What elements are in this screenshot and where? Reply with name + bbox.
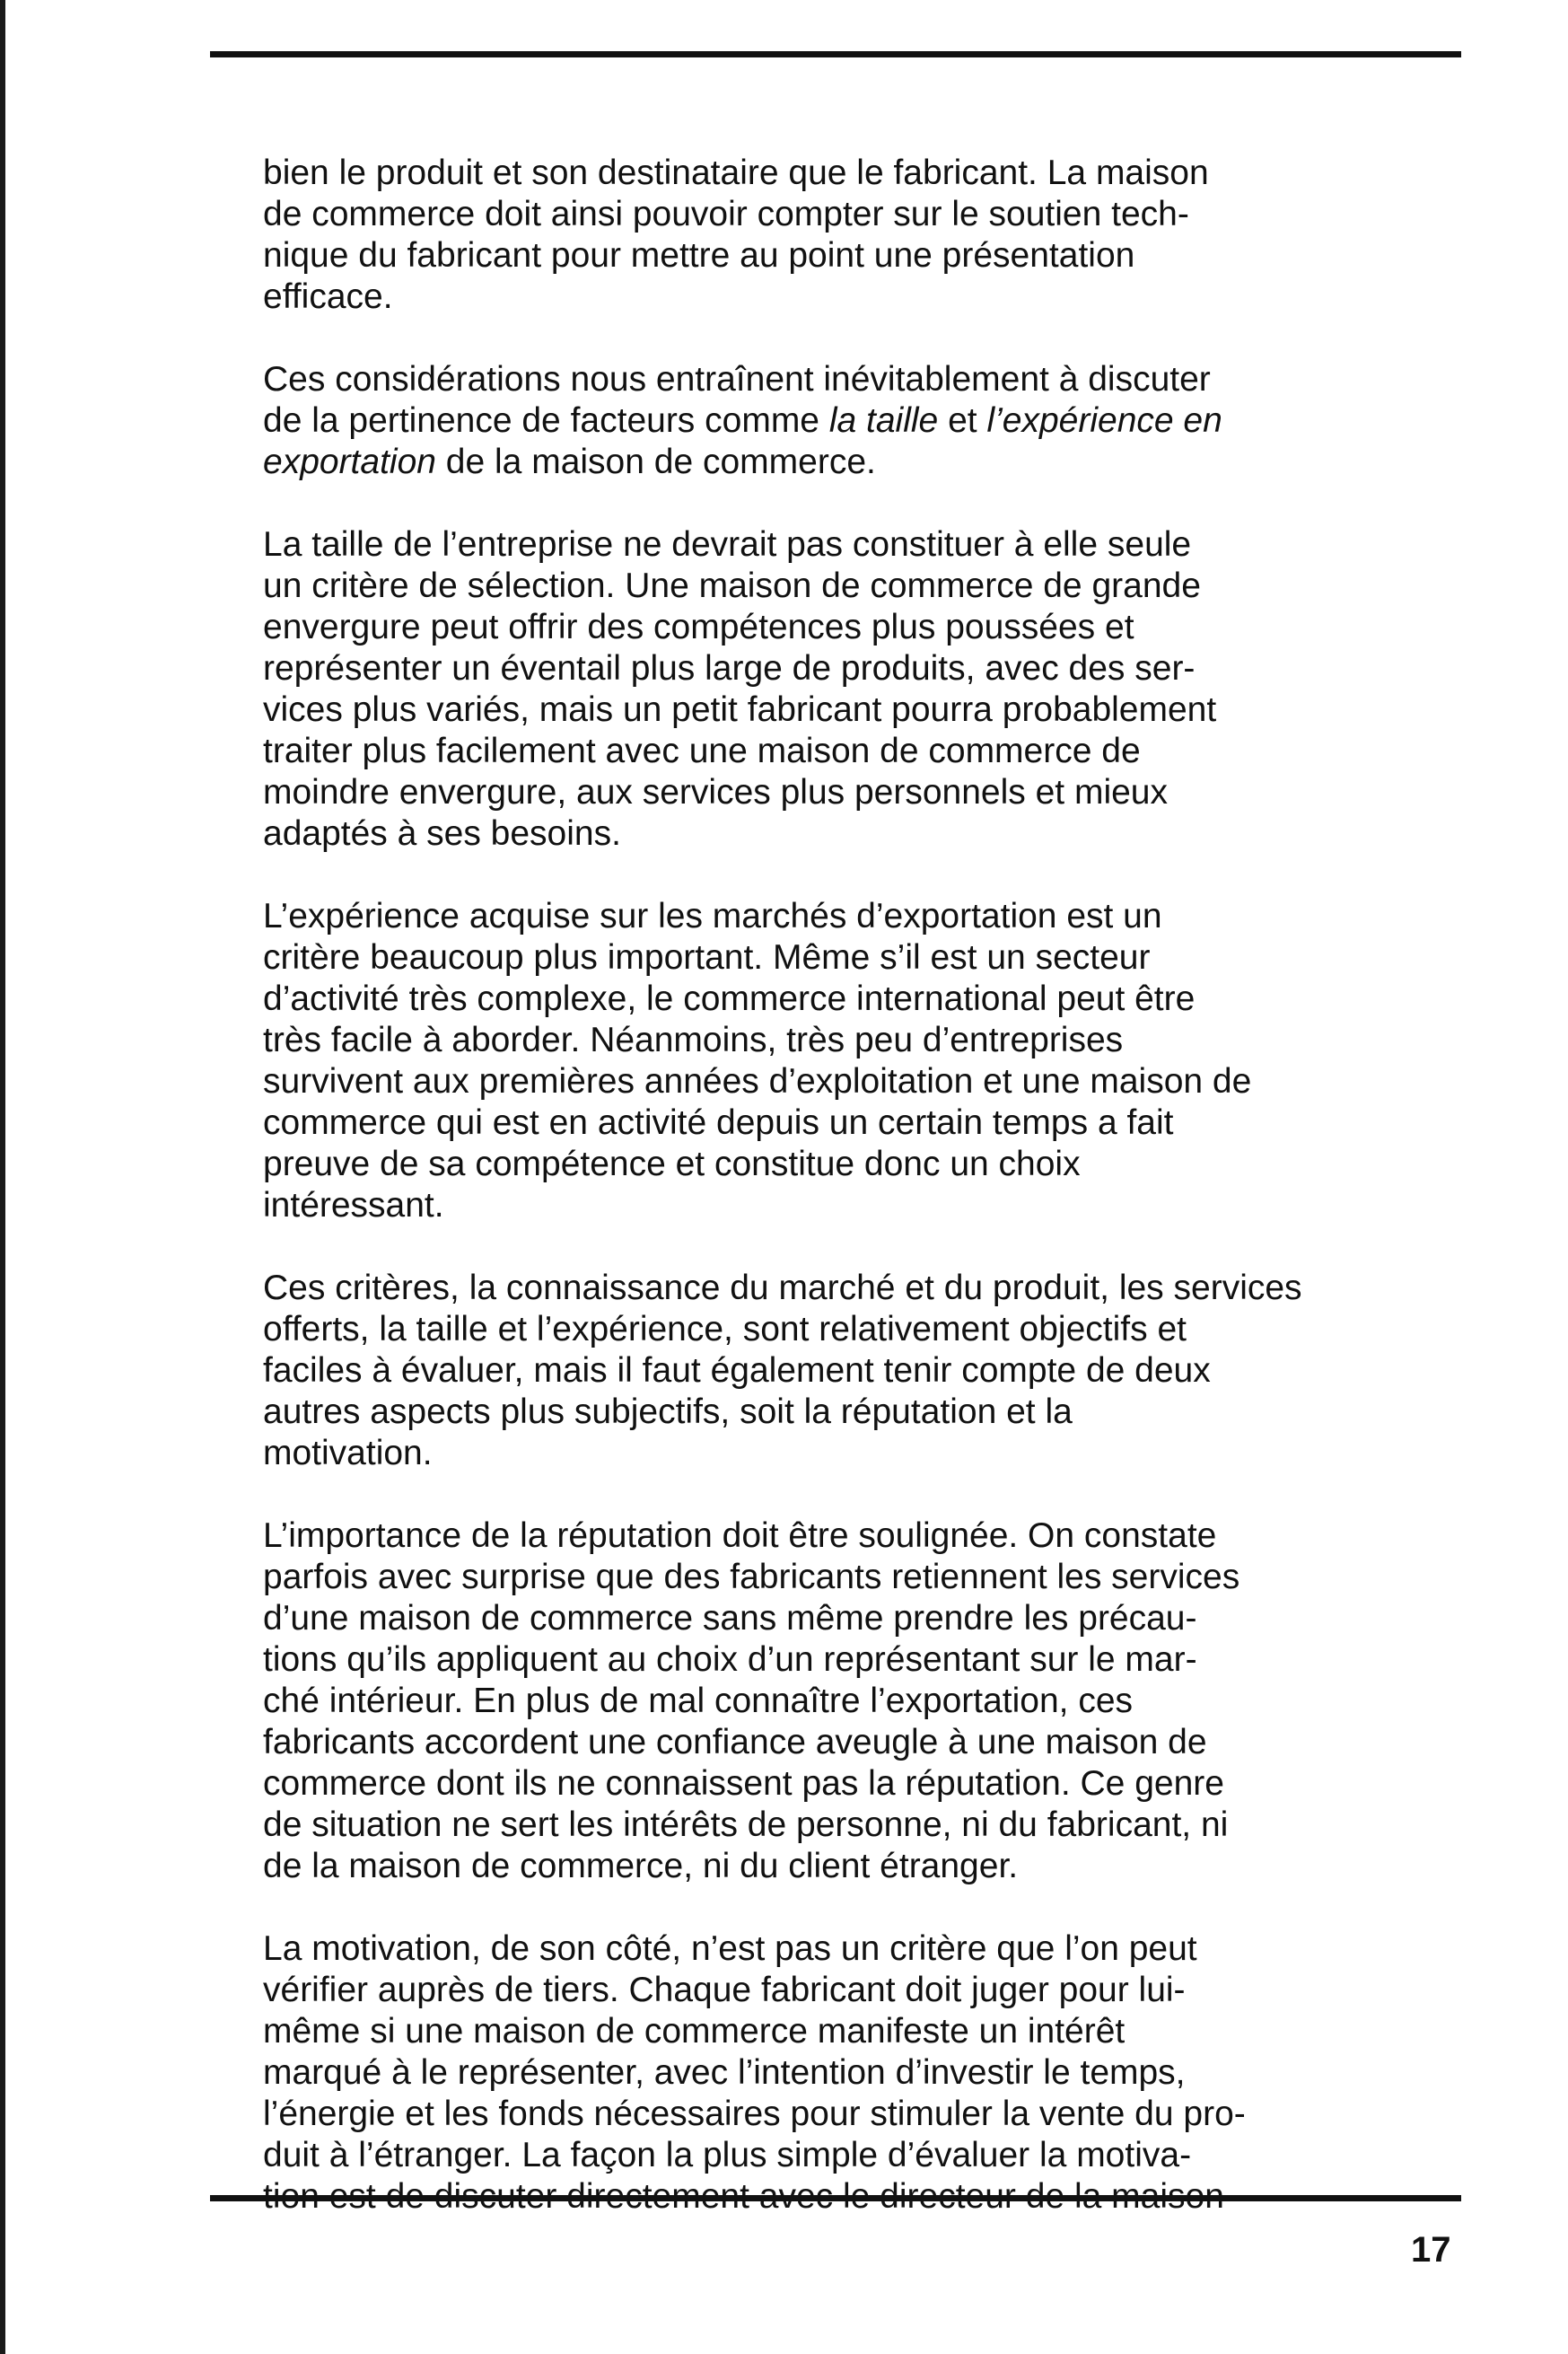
- text-line: faciles à évaluer, mais il faut également tenir compte de deux: [263, 1351, 1211, 1390]
- text-line: de commerce doit ainsi pouvoir compter sur le soutien tech-: [263, 195, 1189, 233]
- text-line: Ces critères, la connaissance du marché et du produit, les services: [263, 1269, 1302, 1307]
- text-line: L’importance de la réputation doit être soulignée. On constate: [263, 1516, 1217, 1555]
- text-line: L’expérience acquise sur les marchés d’exportation est un: [263, 897, 1162, 935]
- text-line: preuve de sa compétence et constitue donc un choix: [263, 1145, 1081, 1183]
- text-line: l’énergie et les fonds nécessaires pour stimuler la vente du pro-: [263, 2095, 1246, 2133]
- paragraph-5: [263, 1268, 1448, 1474]
- text-run: de la pertinence de facteurs comme: [263, 401, 829, 440]
- text-line: de la maison de commerce, ni du client étranger.: [263, 1847, 1019, 1885]
- text-line: très facile à aborder. Néanmoins, très peu d’entreprises: [263, 1021, 1124, 1059]
- paragraph-6: [263, 1515, 1448, 1887]
- text-line: intéressant.: [263, 1186, 444, 1225]
- text-line: tions qu’ils appliquent au choix d’un représentant sur le mar-: [263, 1640, 1197, 1679]
- text-line: motivation.: [263, 1434, 433, 1472]
- text-line: adaptés à ses besoins.: [263, 814, 621, 853]
- text-line: offerts, la taille et l’expérience, sont relativement objectifs et: [263, 1310, 1187, 1348]
- text-line: d’activité très complexe, le commerce international peut être: [263, 979, 1196, 1018]
- paragraph-7: [263, 1928, 1448, 2218]
- body-text: [263, 153, 1448, 2259]
- text-line: efficace.: [263, 277, 393, 316]
- paragraph-4: [263, 896, 1448, 1226]
- italic-term-experience: l’expérience en: [986, 401, 1222, 440]
- text-line: marqué à le représenter, avec l’intention d’investir le temps,: [263, 2053, 1186, 2092]
- text-line: [263, 400, 1448, 442]
- text-line: Ces considérations nous entraînent inévitablement à discuter: [263, 360, 1211, 399]
- italic-term-exportation: exportation: [263, 443, 436, 481]
- text-line: ché intérieur. En plus de mal connaître l’exportation, ces: [263, 1682, 1134, 1720]
- text-run: et: [938, 401, 987, 440]
- text-line: duit à l’étranger. La façon la plus simple d’évaluer la motiva-: [263, 2136, 1192, 2174]
- text-line: La motivation, de son côté, n’est pas un critère que l’on peut: [263, 1929, 1197, 1968]
- text-line: commerce dont ils ne connaissent pas la réputation. Ce genre: [263, 1764, 1224, 1803]
- text-line: commerce qui est en activité depuis un certain temps a fait: [263, 1103, 1174, 1142]
- top-rule: [210, 51, 1461, 57]
- bottom-rule: [210, 2195, 1461, 2201]
- text-line: nique du fabricant pour mettre au point une présentation: [263, 236, 1135, 275]
- text-line: La taille de l’entreprise ne devrait pas constituer à elle seule: [263, 525, 1192, 564]
- text-line: fabricants accordent une confiance aveugle à une maison de: [263, 1723, 1207, 1761]
- text-line: même si une maison de commerce manifeste un intérêt: [263, 2012, 1126, 2051]
- text-run: de la maison de commerce.: [435, 443, 876, 481]
- paragraph-2: [263, 359, 1448, 483]
- text-line: de situation ne sert les intérêts de personne, ni du fabricant, ni: [263, 1805, 1229, 1844]
- text-line: autres aspects plus subjectifs, soit la réputation et la: [263, 1392, 1073, 1431]
- page-number: 17: [1411, 2230, 1451, 2270]
- text-line: d’une maison de commerce sans même prendre les précau-: [263, 1599, 1197, 1638]
- text-line: représenter un éventail plus large de produits, avec des ser-: [263, 649, 1196, 688]
- text-line: parfois avec surprise que des fabricants retiennent les services: [263, 1558, 1240, 1596]
- text-line: traiter plus facilement avec une maison de commerce de: [263, 732, 1141, 770]
- text-line: bien le produit et son destinataire que le fabricant. La maison: [263, 154, 1209, 192]
- paragraph-3: [263, 524, 1448, 855]
- page-left-edge: [0, 0, 5, 2354]
- italic-term-taille: la taille: [828, 401, 939, 440]
- text-line: vérifier auprès de tiers. Chaque fabricant doit juger pour lui-: [263, 1971, 1186, 2009]
- text-line: survivent aux premières années d’exploitation et une maison de: [263, 1062, 1252, 1101]
- text-line: [263, 442, 1448, 483]
- text-line: critère beaucoup plus important. Même s’il est un secteur: [263, 938, 1151, 977]
- text-line: un critère de sélection. Une maison de commerce de grande: [263, 567, 1201, 605]
- text-line: vices plus variés, mais un petit fabricant pourra probablement: [263, 690, 1217, 729]
- text-line: envergure peut offrir des compétences plus poussées et: [263, 608, 1134, 646]
- paragraph-1: [263, 153, 1448, 318]
- text-line: moindre envergure, aux services plus personnels et mieux: [263, 773, 1169, 812]
